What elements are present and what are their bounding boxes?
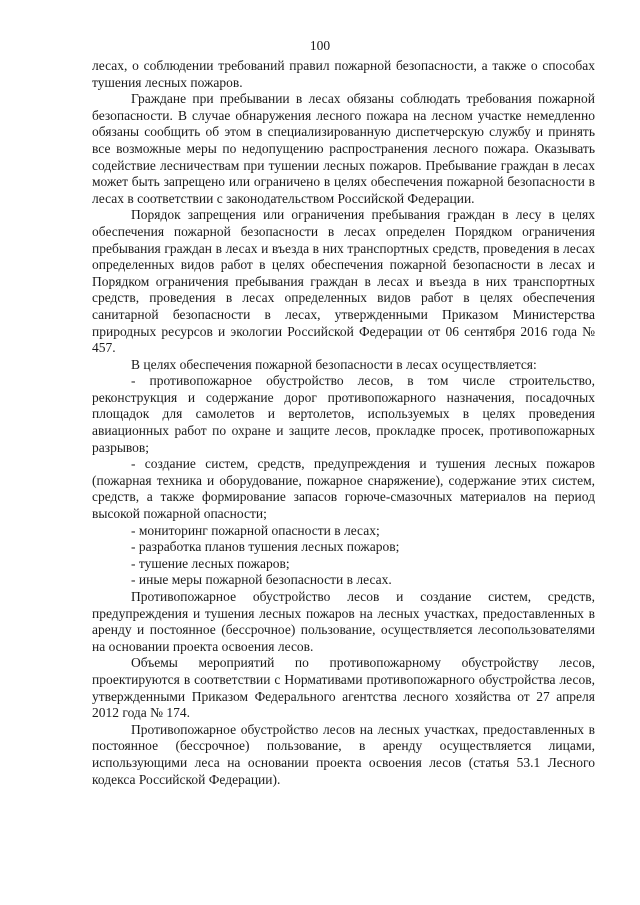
list-item: - тушение лесных пожаров; bbox=[131, 555, 290, 571]
list-item: - противопожарное обустройство лесов, в том числе строительство, реконструкция и содержание дорог противопожарного назначения, посадочных площадок для самолетов и вертолетов, используемых в целях проведения авиационных работ по охране и защите лесов, прокладке просек, противопожарных разрывов; bbox=[92, 373, 595, 455]
paragraph: Противопожарное обустройство лесов на лесных участках, предоставленных в постоянное (бессрочное) пользование, в аренду осуществляется лицами, использующими леса на основании проекта освоения лесов (статья 53.1 Лесного кодекса Российской Федерации). bbox=[92, 721, 595, 787]
page-number: 100 bbox=[309, 38, 331, 53]
paragraph: В целях обеспечения пожарной безопасности в лесах осуществляется: bbox=[131, 356, 537, 372]
paragraph: Порядок запрещения или ограничения пребывания граждан в лесу в целях обеспечения пожарной безопасности в лесах определен Порядком ограничения пребывания граждан в лесах и въезда в них транспортных средств, проведения в лесах определенных видов работ в целях обеспечения пожарной безопасности в лесах и Порядком ограничения пребывания граждан в лесах и въезда в них транспортных средств, проведения в лесах определенных видов работ в целях обеспечения санитарной безопасности в лесах, утвержденными Приказом Министерства природных ресурсов и экологии Российской Федерации от 06 сентября 2016 года № 457. bbox=[92, 207, 595, 356]
paragraph: Граждане при пребывании в лесах обязаны соблюдать требования пожарной безопасности. В случае обнаружения лесного пожара на лесном участке немедленно обязаны сообщить об этом в специализированную диспетчерскую службу и принять все возможные меры по недопущению распространения лесного пожара. Оказывать содействие лесничествам при тушении лесных пожаров. Пребывание граждан в лесах может быть запрещено или ограничено в целях обеспечения пожарной безопасности в лесах в соответствии с законодательством Российской Федерации. bbox=[92, 91, 595, 206]
paragraph: лесах, о соблюдении требований правил пожарной безопасности, а также о способах тушения лесных пожаров. bbox=[92, 58, 595, 90]
list-item: - иные меры пожарной безопасности в лесах. bbox=[131, 572, 392, 588]
list-item: - мониторинг пожарной опасности в лесах; bbox=[131, 522, 380, 538]
paragraph: Объемы мероприятий по противопожарному обустройству лесов, проектируются в соответствии с Нормативами противопожарного обустройства лесов, утвержденными Приказом Федерального агентства лесного хозяйства от 27 апреля 2012 года № 174. bbox=[92, 655, 595, 721]
paragraph: Противопожарное обустройство лесов и создание систем, средств, предупреждения и тушения лесных пожаров на лесных участках, предоставленных в аренду и постоянное (бессрочное) пользование, осуществляется лесопользователями на основании проекта освоения лесов. bbox=[92, 589, 595, 654]
list-item: - создание систем, средств, предупреждения и тушения лесных пожаров (пожарная техника и оборудование, пожарное снаряжение), содержание этих систем, средств, а также формирование запасов горюче-смазочных материалов на период высокой пожарной опасности; bbox=[92, 456, 595, 522]
list-item: - разработка планов тушения лесных пожаров; bbox=[131, 539, 400, 555]
document-body bbox=[92, 58, 595, 788]
